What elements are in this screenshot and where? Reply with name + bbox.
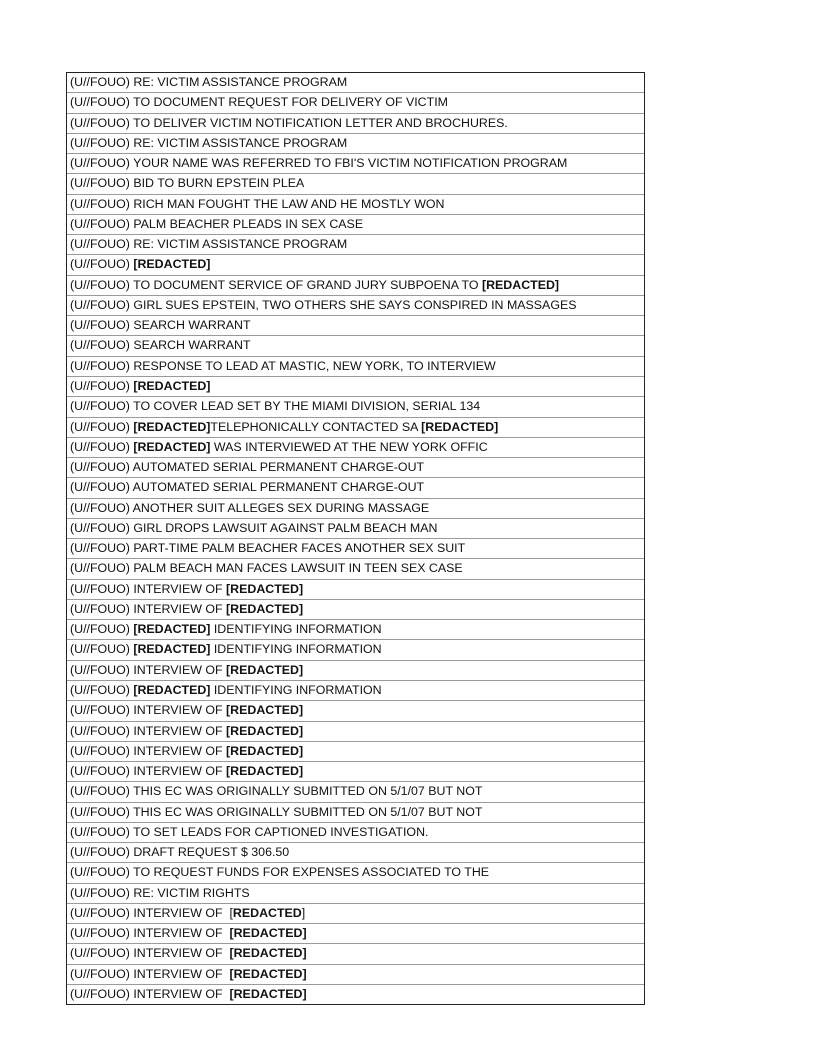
table-row: [67, 640, 644, 660]
row-text: (U//FOUO) INTERVIEW OF: [70, 743, 227, 758]
row-text: (U//FOUO) TO SET LEADS FOR CAPTIONED INVESTIGATION.: [70, 824, 429, 839]
redacted-text: [REDACTED]: [421, 419, 499, 434]
table-row: [67, 235, 644, 255]
table-row: [67, 782, 644, 802]
row-text: TELEPHONICALLY CONTACTED SA: [210, 419, 422, 434]
row-text: (U//FOUO) INTERVIEW OF: [70, 926, 230, 941]
redacted-text: [REDACTED]: [226, 662, 304, 677]
row-text: (U//FOUO) RE: VICTIM ASSISTANCE PROGRAM: [70, 135, 348, 150]
table-row: [67, 499, 644, 519]
table-row: [67, 215, 644, 235]
row-text: WAS INTERVIEWED AT THE NEW YORK OFFIC: [210, 439, 488, 454]
row-text: (U//FOUO) ANOTHER SUIT ALLEGES SEX DURING MASSAGE: [70, 500, 430, 515]
redacted-text: [REDACTED]: [133, 622, 211, 637]
table-row: [67, 762, 644, 782]
table-row: [67, 377, 644, 397]
table-row: [67, 722, 644, 742]
row-text: (U//FOUO): [70, 419, 134, 434]
redacted-text: [REDACTED]: [229, 946, 307, 961]
table-row: [67, 742, 644, 762]
redacted-text: [REDACTED]: [226, 743, 304, 758]
table-row: [67, 316, 644, 336]
redacted-text: [REDACTED]: [229, 926, 307, 941]
redacted-text: [REDACTED]: [133, 419, 211, 434]
document-table: [66, 72, 645, 1005]
table-row: [67, 559, 644, 579]
row-text: (U//FOUO) TO DOCUMENT REQUEST FOR DELIVERY OF VICTIM: [70, 95, 448, 110]
redacted-text: [REDACTED]: [133, 439, 211, 454]
table-row: [67, 397, 644, 417]
redacted-text: [REDACTED]: [481, 277, 560, 292]
table-row: [67, 418, 644, 438]
table-row: [67, 519, 644, 539]
table-row: [67, 296, 644, 316]
table-row: [67, 357, 644, 377]
table-row: [67, 701, 644, 721]
redacted-text: [REDACTED]: [226, 764, 304, 779]
table-row: [67, 134, 644, 154]
row-text: (U//FOUO): [70, 439, 134, 454]
table-row: [67, 904, 644, 924]
table-row: [67, 681, 644, 701]
redacted-text: [REDACTED]: [133, 257, 211, 272]
row-text: (U//FOUO): [70, 257, 134, 272]
row-text: (U//FOUO) SEARCH WARRANT: [70, 338, 251, 353]
redacted-text: [REDACTED]: [229, 966, 307, 981]
table-row: [67, 965, 644, 985]
row-text: (U//FOUO) YOUR NAME WAS REFERRED TO FBI'S VICTIM NOTIFICATION PROGRAM: [70, 156, 568, 171]
row-text: (U//FOUO) PALM BEACH MAN FACES LAWSUIT IN TEEN SEX CASE: [70, 561, 463, 576]
row-text: (U//FOUO) AUTOMATED SERIAL PERMANENT CHARGE-OUT: [70, 460, 425, 475]
row-text: (U//FOUO) AUTOMATED SERIAL PERMANENT CHARGE-OUT: [70, 480, 425, 495]
redacted-text: REDACTED: [232, 905, 302, 920]
redacted-text: [REDACTED]: [133, 642, 211, 657]
redacted-text: [REDACTED]: [226, 703, 304, 718]
row-text: IDENTIFYING INFORMATION: [210, 622, 382, 637]
row-text: (U//FOUO) BID TO BURN EPSTEIN PLEA: [70, 176, 305, 191]
table-row: [67, 661, 644, 681]
table-row: [67, 884, 644, 904]
row-text: (U//FOUO): [70, 642, 134, 657]
row-text: (U//FOUO) RE: VICTIM ASSISTANCE PROGRAM: [70, 237, 348, 252]
row-text: (U//FOUO) INTERVIEW OF: [70, 581, 227, 596]
table-row: [67, 539, 644, 559]
table-row: [67, 174, 644, 194]
table-row: [67, 255, 644, 275]
row-text: ]: [301, 905, 306, 920]
table-row: [67, 985, 644, 1004]
row-text: (U//FOUO) THIS EC WAS ORIGINALLY SUBMITTED ON 5/1/07 BUT NOT: [70, 804, 483, 819]
redacted-text: [REDACTED]: [133, 378, 211, 393]
table-row: [67, 944, 644, 964]
table-row: [67, 336, 644, 356]
row-text: (U//FOUO) INTERVIEW OF [: [70, 905, 233, 920]
row-text: (U//FOUO) INTERVIEW OF: [70, 764, 227, 779]
row-text: (U//FOUO) DRAFT REQUEST $ 306.50: [70, 845, 290, 860]
table-row: [67, 580, 644, 600]
redacted-text: [REDACTED]: [226, 581, 304, 596]
row-text: (U//FOUO) PART-TIME PALM BEACHER FACES ANOTHER SEX SUIT: [70, 541, 466, 556]
row-text: (U//FOUO) GIRL DROPS LAWSUIT AGAINST PALM BEACH MAN: [70, 520, 438, 535]
redacted-text: [REDACTED]: [133, 682, 211, 697]
table-row: [67, 276, 644, 296]
table-row: [67, 620, 644, 640]
row-text: IDENTIFYING INFORMATION: [210, 642, 382, 657]
row-text: (U//FOUO) INTERVIEW OF: [70, 966, 230, 981]
row-text: (U//FOUO) GIRL SUES EPSTEIN, TWO OTHERS SHE SAYS CONSPIRED IN MASSAGES: [70, 297, 577, 312]
table-row: [67, 73, 644, 93]
row-text: (U//FOUO) INTERVIEW OF: [70, 946, 230, 961]
row-text: (U//FOUO) RESPONSE TO LEAD AT MASTIC, NEW YORK, TO INTERVIEW: [70, 358, 496, 373]
row-text: (U//FOUO) INTERVIEW OF: [70, 986, 230, 1001]
row-text: (U//FOUO) SEARCH WARRANT: [70, 318, 251, 333]
table-row: [67, 863, 644, 883]
table-row: [67, 823, 644, 843]
row-text: (U//FOUO): [70, 622, 134, 637]
table-row: [67, 195, 644, 215]
row-text: (U//FOUO) TO REQUEST FUNDS FOR EXPENSES ASSOCIATED TO THE: [70, 865, 490, 880]
row-text: (U//FOUO): [70, 682, 134, 697]
row-text: (U//FOUO) INTERVIEW OF: [70, 703, 227, 718]
table-row: [67, 458, 644, 478]
row-text: (U//FOUO) TO COVER LEAD SET BY THE MIAMI DIVISION, SERIAL 134: [70, 399, 481, 414]
row-text: (U//FOUO) PALM BEACHER PLEADS IN SEX CASE: [70, 216, 364, 231]
row-text: (U//FOUO): [70, 378, 134, 393]
table-row: [67, 154, 644, 174]
row-text: (U//FOUO) RE: VICTIM ASSISTANCE PROGRAM: [70, 75, 348, 89]
row-text: (U//FOUO) RICH MAN FOUGHT THE LAW AND HE MOSTLY WON: [70, 196, 445, 211]
table-row: [67, 843, 644, 863]
redacted-text: [REDACTED]: [229, 986, 307, 1001]
row-text: (U//FOUO) INTERVIEW OF: [70, 723, 227, 738]
row-text: (U//FOUO) RE: VICTIM RIGHTS: [70, 885, 250, 900]
row-text: IDENTIFYING INFORMATION: [210, 682, 382, 697]
table-row: [67, 803, 644, 823]
row-text: (U//FOUO) TO DELIVER VICTIM NOTIFICATION LETTER AND BROCHURES.: [70, 115, 508, 130]
row-text: (U//FOUO) THIS EC WAS ORIGINALLY SUBMITTED ON 5/1/07 BUT NOT: [70, 784, 483, 799]
table-row: [67, 438, 644, 458]
table-row: [67, 924, 644, 944]
table-row: [67, 114, 644, 134]
table-row: [67, 93, 644, 113]
row-text: (U//FOUO) INTERVIEW OF: [70, 601, 227, 616]
table-row: [67, 478, 644, 498]
row-text: (U//FOUO) TO DOCUMENT SERVICE OF GRAND JURY SUBPOENA TO: [70, 277, 482, 292]
redacted-text: [REDACTED]: [226, 723, 304, 738]
row-text: (U//FOUO) INTERVIEW OF: [70, 662, 227, 677]
table-row: [67, 600, 644, 620]
redacted-text: [REDACTED]: [226, 601, 304, 616]
